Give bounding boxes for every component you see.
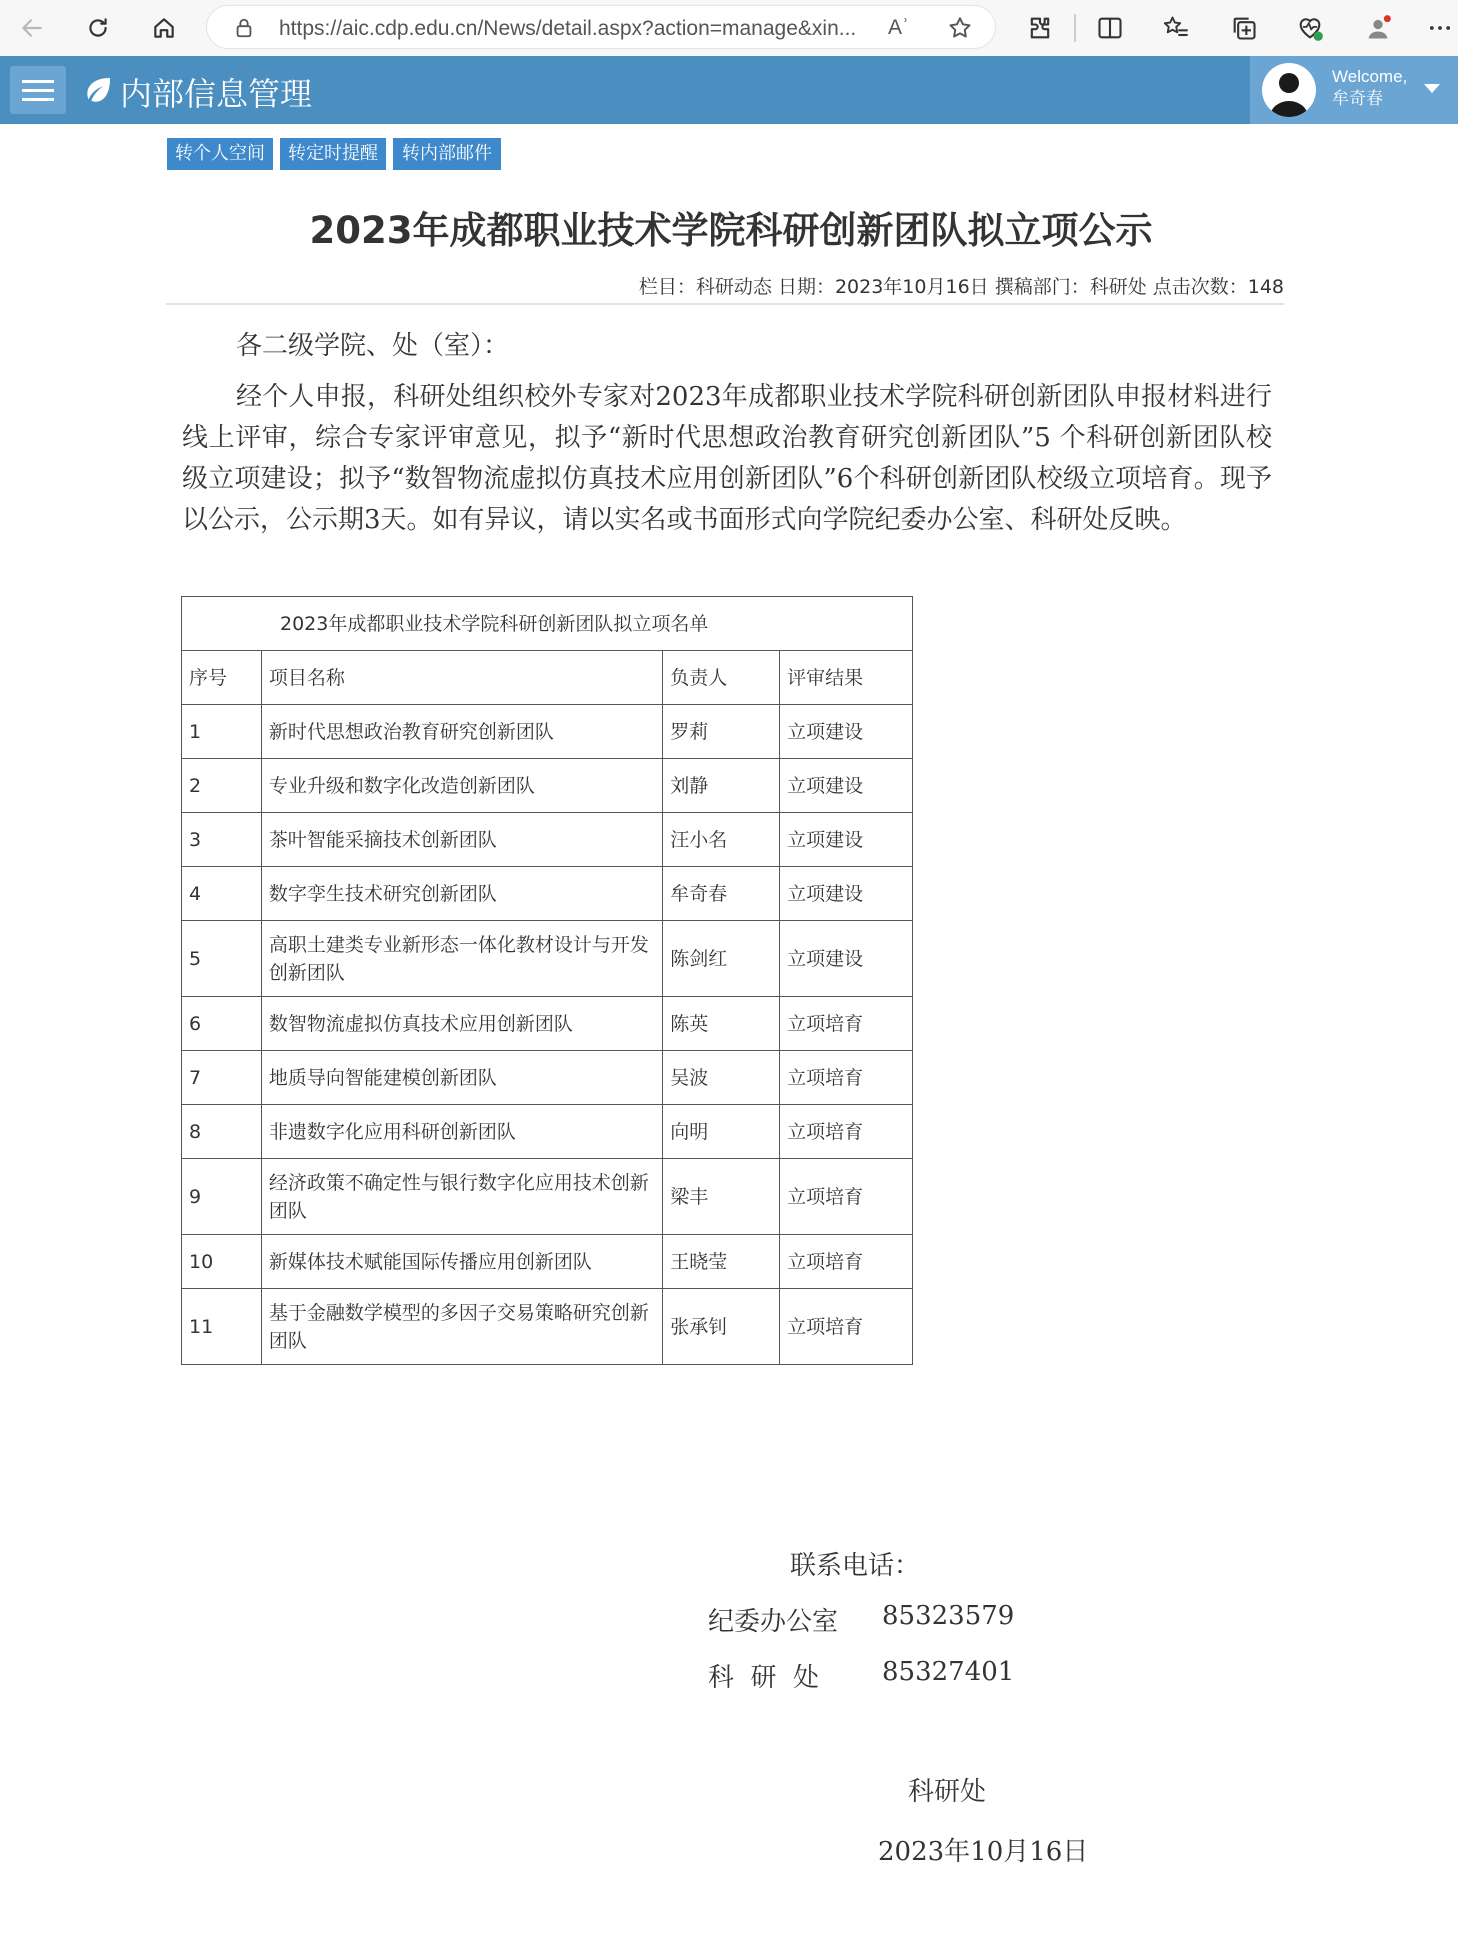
collections-icon[interactable]: [1228, 12, 1260, 44]
column-header: 序号: [182, 651, 262, 705]
project-name: 数字孪生技术研究创新团队: [261, 867, 662, 921]
profile-icon[interactable]: [1362, 12, 1394, 44]
project-name: 新媒体技术赋能国际传播应用创新团队: [261, 1235, 662, 1289]
project-name: 数智物流虚拟仿真技术应用创新团队: [261, 997, 662, 1051]
table-row: [182, 997, 913, 1051]
hamburger-icon: [22, 80, 54, 83]
article-body: 经个人申报，科研处组织校外专家对2023年成都职业技术学院科研创新团队申报材料进行线上评审，综合专家评审意见，拟予“新时代思想政治教育研究创新团队”5 个科研创新团队校级立项建设；拟予“数智物流虚拟仿真技术应用创新团队”6个科研创新团队校级立项培育。现予以公示，公示期3天。如有异议，请以实名或书面形式向学院纪委办公室、科研处反映。: [182, 382, 1272, 535]
table-row: [182, 867, 913, 921]
user-menu[interactable]: [1250, 56, 1458, 124]
result: 立项建设: [780, 759, 913, 813]
row-index: 3: [182, 813, 262, 867]
more-options-icon[interactable]: [1424, 12, 1456, 44]
row-index: 11: [182, 1289, 262, 1365]
table-header-row: [182, 651, 913, 705]
table-row: [182, 1051, 913, 1105]
contact-phone: 85323579: [882, 1601, 1015, 1631]
contact-phone: 85327401: [882, 1657, 1015, 1687]
leader: 陈英: [663, 997, 780, 1051]
avatar[interactable]: [1262, 63, 1316, 117]
result: 立项建设: [780, 921, 913, 997]
home-icon[interactable]: [144, 8, 184, 48]
app-title: 内部信息管理: [120, 75, 313, 113]
row-index: 5: [182, 921, 262, 997]
menu-toggle-button[interactable]: [10, 66, 66, 114]
result: 立项培育: [780, 1289, 913, 1365]
split-screen-icon[interactable]: [1094, 12, 1126, 44]
project-table: [181, 596, 913, 1365]
table-row: [182, 759, 913, 813]
internal-mail-button[interactable]: 转内部邮件: [393, 138, 501, 170]
url-text[interactable]: https://aic.cdp.edu.cn/News/detail.aspx?action=manage&xin...: [279, 17, 857, 40]
project-name: 非遗数字化应用科研创新团队: [261, 1105, 662, 1159]
welcome-text: [1332, 66, 1407, 110]
result: 立项培育: [780, 1159, 913, 1235]
leader: 梁丰: [663, 1159, 780, 1235]
personal-space-button[interactable]: 转个人空间: [167, 138, 273, 170]
result: 立项培育: [780, 1235, 913, 1289]
table-row: [182, 705, 913, 759]
leader: 刘静: [663, 759, 780, 813]
result: 立项建设: [780, 867, 913, 921]
result: 立项建设: [780, 705, 913, 759]
read-aloud-icon[interactable]: Aʾ: [888, 16, 909, 39]
table-row: [182, 1159, 913, 1235]
browser-health-icon[interactable]: [1294, 12, 1326, 44]
column-header: 项目名称: [261, 651, 662, 705]
leader: 张承钊: [663, 1289, 780, 1365]
result: 立项培育: [780, 1051, 913, 1105]
row-index: 10: [182, 1235, 262, 1289]
salutation: 各二级学院、处（室）：: [236, 331, 510, 361]
table-caption: 2023年成都职业技术学院科研创新团队拟立项名单: [182, 597, 913, 651]
project-name: 基于金融数学模型的多因子交易策略研究创新团队: [261, 1289, 662, 1365]
chevron-down-icon[interactable]: [1424, 84, 1440, 93]
article-meta: 栏目：科研动态 日期：2023年10月16日 撰稿部门：科研处 点击次数：148: [638, 276, 1284, 298]
project-name: 新时代思想政治教育研究创新团队: [261, 705, 662, 759]
row-index: 6: [182, 997, 262, 1051]
leader: 汪小名: [663, 813, 780, 867]
app-header: [0, 56, 1458, 124]
project-name: 茶叶智能采摘技术创新团队: [261, 813, 662, 867]
article-title: 2023年成都职业技术学院科研创新团队拟立项公示: [309, 209, 1153, 252]
divider: [166, 303, 1284, 305]
back-icon[interactable]: [12, 8, 52, 48]
table-row: [182, 1105, 913, 1159]
leader: 吴波: [663, 1051, 780, 1105]
lock-icon[interactable]: [233, 17, 255, 39]
row-index: 8: [182, 1105, 262, 1159]
table-row: [182, 813, 913, 867]
extensions-icon[interactable]: [1024, 12, 1056, 44]
column-header: 负责人: [663, 651, 780, 705]
leader: 陈剑红: [663, 921, 780, 997]
address-bar[interactable]: [206, 5, 996, 49]
signature-dept: 科研处: [908, 1777, 987, 1807]
leader: 向明: [663, 1105, 780, 1159]
leaf-logo-icon: [82, 74, 114, 106]
leader: 罗莉: [663, 705, 780, 759]
favorite-star-icon[interactable]: [947, 15, 973, 41]
row-index: 4: [182, 867, 262, 921]
browser-toolbar: [0, 0, 1458, 56]
leader: 牟奇春: [663, 867, 780, 921]
contact-label: 联系电话：: [790, 1551, 921, 1581]
contact-dept: 科 研 处: [708, 1663, 820, 1693]
table-row: [182, 1289, 913, 1365]
project-name: 专业升级和数字化改造创新团队: [261, 759, 662, 813]
row-index: 2: [182, 759, 262, 813]
refresh-icon[interactable]: [78, 8, 118, 48]
table-row: [182, 921, 913, 997]
scheduled-reminder-button[interactable]: 转定时提醒: [280, 138, 386, 170]
column-header: 评审结果: [780, 651, 913, 705]
project-name: 高职土建类专业新形态一体化教材设计与开发创新团队: [261, 921, 662, 997]
user-name: 牟奇春: [1332, 89, 1383, 108]
result: 立项建设: [780, 813, 913, 867]
row-index: 7: [182, 1051, 262, 1105]
signature-date: 2023年10月16日: [878, 1837, 1089, 1867]
table-row: [182, 1235, 913, 1289]
result: 立项培育: [780, 997, 913, 1051]
result: 立项培育: [780, 1105, 913, 1159]
leader: 王晓莹: [663, 1235, 780, 1289]
project-name: 地质导向智能建模创新团队: [261, 1051, 662, 1105]
row-index: 1: [182, 705, 262, 759]
toolbar-separator: [1074, 14, 1076, 42]
project-name: 经济政策不确定性与银行数字化应用技术创新团队: [261, 1159, 662, 1235]
favorites-icon[interactable]: [1160, 12, 1192, 44]
contact-dept: 纪委办公室: [708, 1607, 839, 1637]
welcome-label: Welcome,: [1332, 67, 1408, 86]
row-index: 9: [182, 1159, 262, 1235]
